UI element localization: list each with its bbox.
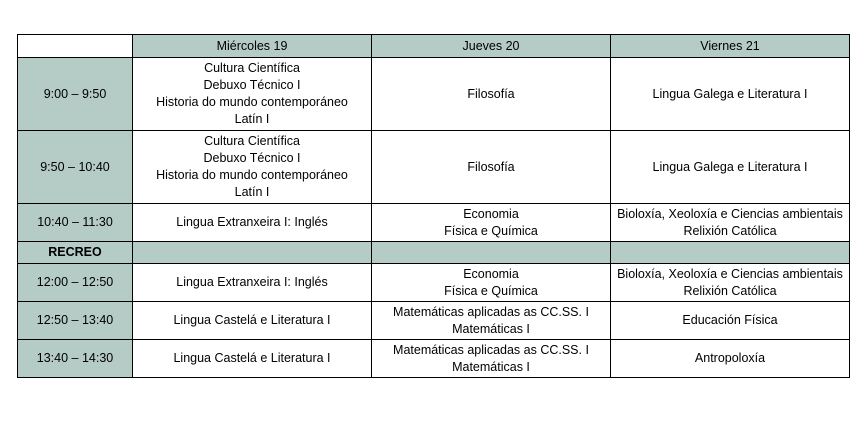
- schedule-cell: [372, 264, 611, 302]
- schedule-cell: [133, 131, 372, 204]
- subject: Latín I: [234, 112, 270, 126]
- subject: Antropoloxía: [694, 351, 766, 365]
- schedule-cell: [133, 264, 372, 302]
- subject: Matemáticas I: [452, 359, 530, 374]
- subject: Debuxo Técnico I: [203, 78, 301, 92]
- subject: Física e Química: [444, 223, 538, 238]
- subject: Cultura Científica: [204, 61, 300, 75]
- subject: Lingua Extranxeira I: Inglés: [176, 215, 328, 229]
- subject: Relixión Católica: [683, 283, 777, 298]
- recreo-label: RECREO: [18, 242, 133, 264]
- schedule-cell: [372, 302, 611, 340]
- time-slot: 13:40 – 14:30: [18, 340, 133, 378]
- schedule-cell: [133, 204, 372, 242]
- time-slot: 12:50 – 13:40: [18, 302, 133, 340]
- schedule-cell: [372, 131, 611, 204]
- schedule-cell: [372, 242, 611, 264]
- schedule-table: [17, 34, 850, 378]
- schedule-cell: [133, 242, 372, 264]
- schedule-cell: [611, 340, 850, 378]
- time-slot: 10:40 – 11:30: [18, 204, 133, 242]
- table-row: [18, 264, 850, 302]
- schedule-cell: [133, 340, 372, 378]
- table-row: [18, 131, 850, 204]
- subject: Filosofía: [467, 86, 515, 101]
- header-row: [18, 35, 850, 58]
- subject: Educación Física: [682, 313, 778, 327]
- schedule-cell: [611, 264, 850, 302]
- table-row: [18, 58, 850, 131]
- subject: Debuxo Técnico I: [203, 151, 301, 165]
- subject: Economia: [463, 206, 519, 221]
- subject: Historia do mundo contemporáneo: [156, 95, 348, 109]
- subject: Lingua Galega e Literatura I: [652, 159, 808, 174]
- schedule-cell: [611, 204, 850, 242]
- table-row: [18, 340, 850, 378]
- time-slot: 9:50 – 10:40: [18, 131, 133, 204]
- schedule-cell: [611, 302, 850, 340]
- day-header: Miércoles 19: [133, 35, 372, 58]
- subject: Matemáticas I: [452, 321, 530, 336]
- day-header: Viernes 21: [611, 35, 850, 58]
- subject: Bioloxía, Xeoloxía e Ciencias ambientais: [617, 266, 843, 281]
- schedule-cell: [611, 58, 850, 131]
- subject: Lingua Extranxeira I: Inglés: [176, 275, 328, 289]
- subject: Matemáticas aplicadas as CC.SS. I: [393, 342, 589, 357]
- schedule-cell: [611, 242, 850, 264]
- corner-cell: [18, 35, 133, 58]
- subject: Bioloxía, Xeoloxía e Ciencias ambientais: [617, 206, 843, 221]
- time-slot: 12:00 – 12:50: [18, 264, 133, 302]
- recreo-row: [18, 242, 850, 264]
- subject: Matemáticas aplicadas as CC.SS. I: [393, 304, 589, 319]
- subject: Cultura Científica: [204, 134, 300, 148]
- subject: Historia do mundo contemporáneo: [156, 168, 348, 182]
- schedule-cell: [372, 58, 611, 131]
- subject: Economia: [463, 266, 519, 281]
- subject: Lingua Galega e Literatura I: [652, 86, 808, 101]
- table-row: [18, 204, 850, 242]
- schedule-cell: [133, 302, 372, 340]
- schedule-cell: [372, 204, 611, 242]
- schedule-cell: [133, 58, 372, 131]
- subject: Lingua Castelá e Literatura I: [173, 351, 331, 365]
- subject: Latín I: [234, 185, 270, 199]
- schedule-cell: [372, 340, 611, 378]
- subject: Física e Química: [444, 283, 538, 298]
- subject: Relixión Católica: [683, 223, 777, 238]
- table-row: [18, 302, 850, 340]
- time-slot: 9:00 – 9:50: [18, 58, 133, 131]
- day-header: Jueves 20: [372, 35, 611, 58]
- subject: Lingua Castelá e Literatura I: [173, 313, 331, 327]
- subject: Filosofía: [467, 159, 515, 174]
- schedule-cell: [611, 131, 850, 204]
